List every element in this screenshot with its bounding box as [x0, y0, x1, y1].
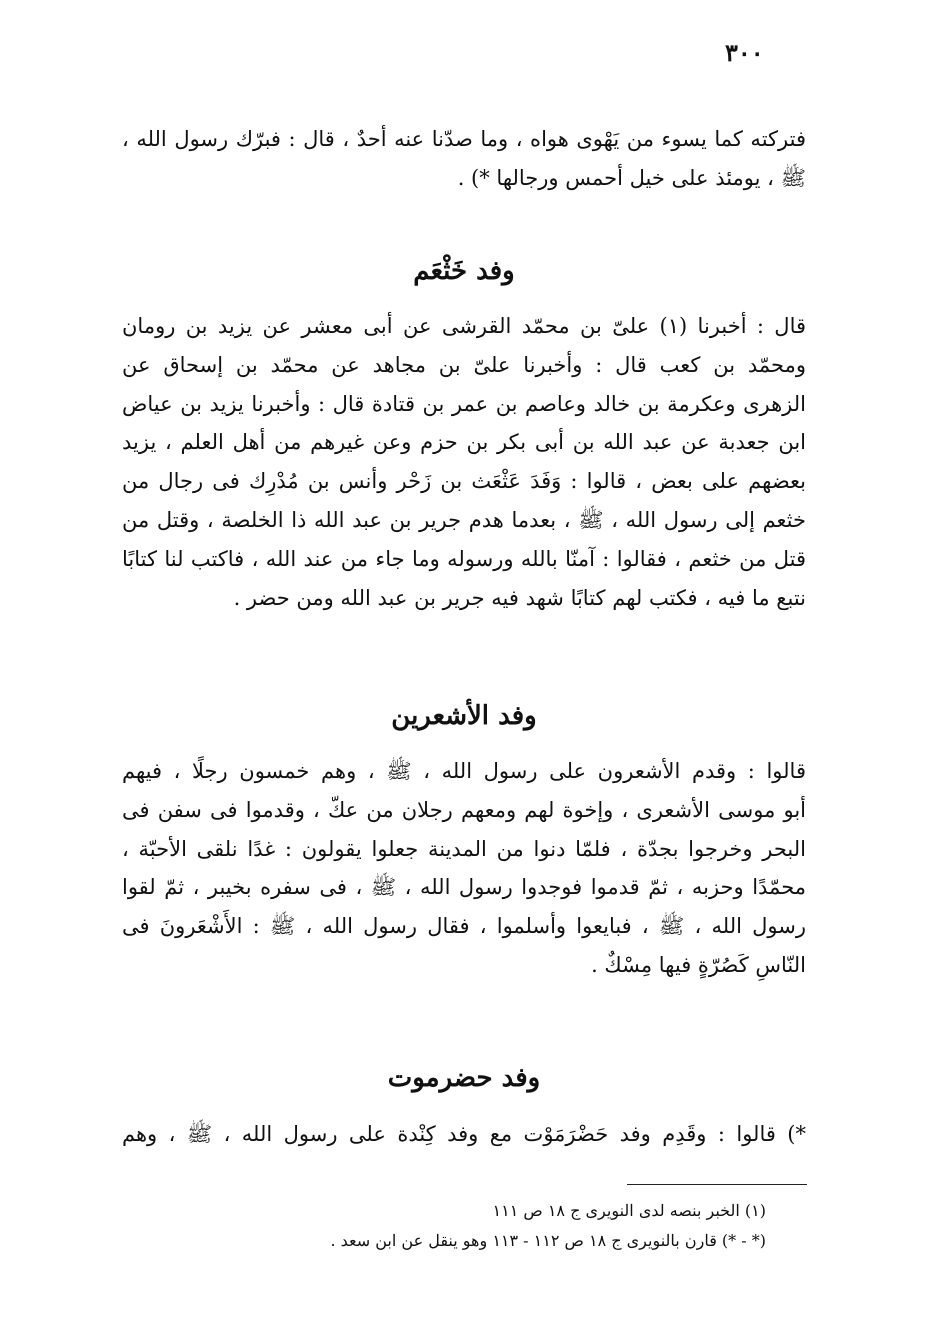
paragraph-line: خثعم إلى رسول الله ، ﷺ ، بعدما هدم جرير بن عبد الله ذا الخلصة ، وقتل من	[122, 507, 806, 532]
section-heading-ashareen: وفد الأشعرين	[391, 701, 537, 731]
page-number: ٣٠٠	[725, 38, 764, 67]
paragraph-line: بعضهم على بعض ، قالوا : وَفَدَ عَثْعَث بن زَحْر وأنس بن مُدْرِك فى رجال من	[122, 469, 806, 494]
section-paragraph-khatham	[122, 307, 806, 617]
footnote: (* - *) قارن بالنويرى ج ١٨ ص ١١٢ - ١١٣ وهو ينقل عن ابن سعد .	[330, 1231, 766, 1250]
paragraph-line: ومحمّد بن كعب قال : وأخبرنا علىّ بن مجاهد عن محمّد بن إسحاق عن	[122, 352, 806, 377]
section-paragraph-hadramawt	[122, 1115, 806, 1154]
footnotes	[160, 1196, 766, 1256]
footnote-divider	[627, 1184, 807, 1185]
paragraph-line: *) قالوا : وقَدِم وفد حَضْرَمَوْت مع وفد كِنْدة على رسول الله ، ﷺ ، وهم	[122, 1122, 806, 1146]
footnote: (١) الخبر بنصه لدى النويرى ج ١٨ ص ١١١	[492, 1201, 766, 1220]
section-heading-hadramawt: وفد حضرموت	[387, 1063, 541, 1093]
paragraph-line: الزهرى وعكرمة بن خالد وعاصم بن عمر بن قتادة قال : وأخبرنا يزيد بن عياض	[122, 391, 806, 416]
paragraph-line: رسول الله ، ﷺ ، فبايعوا وأسلموا ، فقال رسول الله ، ﷺ : الأَشْعَرونَ فى	[122, 914, 806, 939]
paragraph-line: قالوا : وقدم الأشعرون على رسول الله ، ﷺ ، وهم خمسون رجلًا ، فيهم	[122, 759, 806, 783]
section-heading-khatham: وفد خَثْعَم	[413, 256, 515, 286]
paragraph-line: أبو موسى الأشعرى ، وإخوة لهم ومعهم رجلان من عكّ ، وقدموا فى سفن فى	[122, 797, 806, 822]
paragraph-line: نتبع ما فيه ، فكتب لهم كتابًا شهد فيه جرير بن عبد الله ومن حضر .	[233, 585, 806, 610]
paragraph-line: محمّدًا وحزبه ، ثمّ قدموا فوجدوا رسول الله ، ﷺ ، فى سفره بخيبر ، ثمّ لقوا	[122, 875, 806, 900]
paragraph-line: البحر وخرجوا بجدّة ، فلمّا دنوا من المدينة جعلوا يقولون : غدًا نلقى الأحبّة ،	[122, 836, 806, 861]
paragraph-line: فتركته كما يسوء من يَهْوى هواه ، وما صدّنا عنه أحدٌ ، قال : فبرّك رسول الله ،	[122, 127, 806, 151]
intro-paragraph	[122, 120, 806, 198]
paragraph-line: ابن جعدبة عن عبد الله بن أبى بكر بن حزم وعن غيرهم من أهل العلم ، يزيد	[122, 430, 806, 455]
section-paragraph-ashareen	[122, 752, 806, 985]
paragraph-line: قال : أخبرنا (١) علىّ بن محمّد القرشى عن أبى معشر عن يزيد بن رومان	[122, 314, 806, 338]
paragraph-line: قتل من خثعم ، فقالوا : آمنّا بالله ورسوله وما جاء من عند الله ، فاكتب لنا كتابًا	[122, 546, 806, 571]
paragraph-line: النّاسِ كَصُرّةٍ فيها مِسْكٌ .	[591, 952, 806, 977]
paragraph-line: ﷺ ، يومئذ على خيل أحمس ورجالها *) .	[457, 165, 806, 190]
